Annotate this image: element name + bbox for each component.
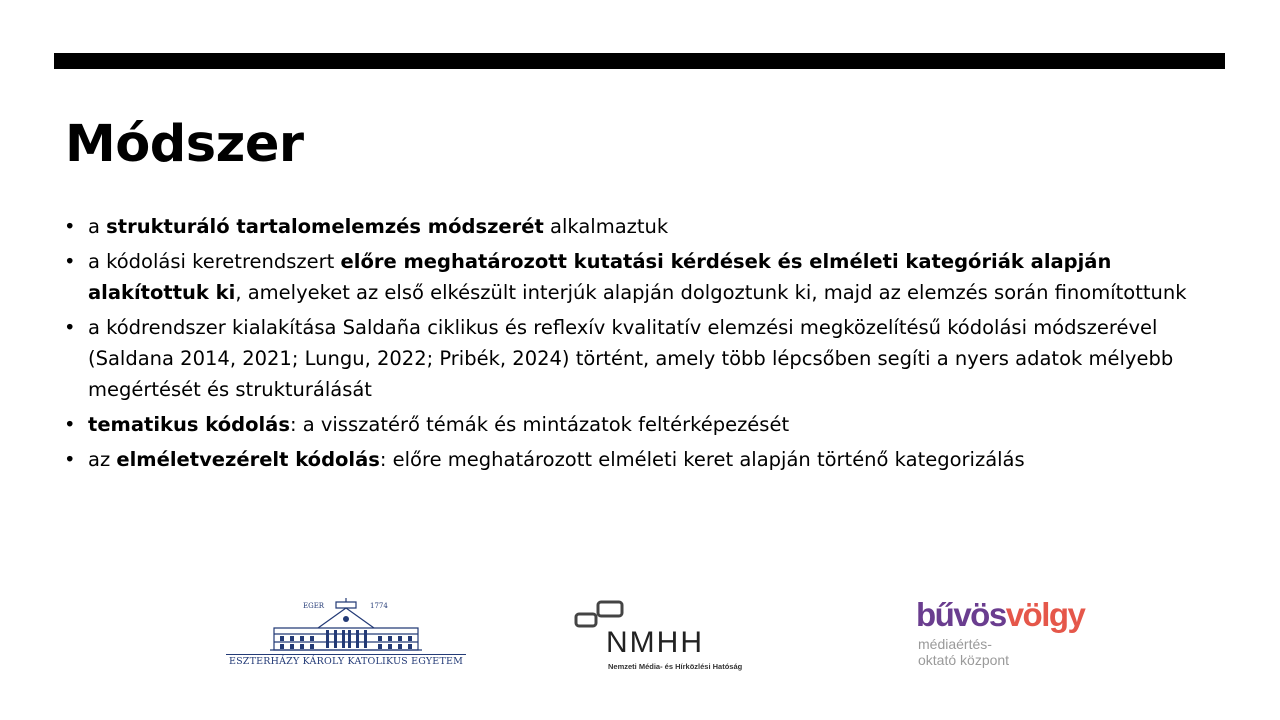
buvosvolgy-wordmark-part2: völgy bbox=[1005, 596, 1085, 633]
bullet-bold-text: előre meghatározott kutatási kérdések és elméleti kategóriák alapján alakítottuk ki bbox=[88, 250, 1112, 304]
bullet-text: a kódolási keretrendszert bbox=[88, 250, 341, 273]
logo-strip bbox=[0, 590, 1280, 680]
nmhh-wordmark: NMHH bbox=[606, 626, 704, 659]
ekke-city: EGER bbox=[303, 602, 325, 610]
bullet-item bbox=[64, 444, 1224, 475]
bullet-list bbox=[64, 211, 1224, 479]
nmhh-full-name: Nemzeti Média- és Hírközlési Hatóság bbox=[608, 662, 743, 671]
bullet-text: a bbox=[88, 215, 107, 238]
ekke-university-name: ESZTERHÁZY KÁROLY KATOLIKUS EGYETEM bbox=[226, 654, 466, 667]
buvosvolgy-wordmark-part1: bűvös bbox=[916, 596, 1006, 633]
buvosvolgy-wordmark bbox=[916, 596, 1084, 634]
ekke-year: 1774 bbox=[370, 602, 388, 610]
bullet-text: az bbox=[88, 448, 117, 471]
ekke-building-icon bbox=[226, 598, 466, 654]
bullet-item bbox=[64, 246, 1224, 308]
bullet-item bbox=[64, 312, 1224, 405]
bullet-text: : a visszatérő témák és mintázatok feltérképezését bbox=[289, 413, 790, 436]
bullet-item bbox=[64, 409, 1224, 440]
ekke-logo bbox=[226, 598, 466, 666]
bullet-bold-text: tematikus kódolás bbox=[88, 413, 290, 436]
nmhh-logo bbox=[572, 600, 784, 671]
bullet-text: , amelyeket az első elkészült interjúk alapján dolgoztunk ki, majd az elemzés során finomítottunk bbox=[235, 281, 1187, 304]
buvosvolgy-subtitle-line1: médiaértés- bbox=[918, 636, 992, 652]
buvosvolgy-subtitle-line2: oktató központ bbox=[918, 652, 1010, 668]
slide-title: Módszer bbox=[65, 115, 304, 174]
bullet-text: a kódrendszer kialakítása Saldaña ciklikus és reflexív kvalitatív elemzési megközelítésű kódolási módszerével (Saldana 2014, 2021; Lungu, 2022; Pribék, 2024) történt, amely több lépcsőben segíti a nyers adatok mélyebb megértését és strukturálását bbox=[88, 316, 1174, 401]
bullet-bold-text: elméletvezérelt kódolás bbox=[116, 448, 380, 471]
bullet-text: : előre meghatározott elméleti keret alapján történő kategorizálás bbox=[379, 448, 1025, 471]
bullet-text: alkalmaztuk bbox=[543, 215, 669, 238]
bullet-item bbox=[64, 211, 1224, 242]
buvosvolgy-logo bbox=[916, 596, 1116, 668]
top-accent-bar bbox=[54, 53, 1225, 69]
bullet-bold-text: strukturáló tartalomelemzés módszerét bbox=[106, 215, 544, 238]
buvosvolgy-subtitle bbox=[918, 636, 1009, 668]
